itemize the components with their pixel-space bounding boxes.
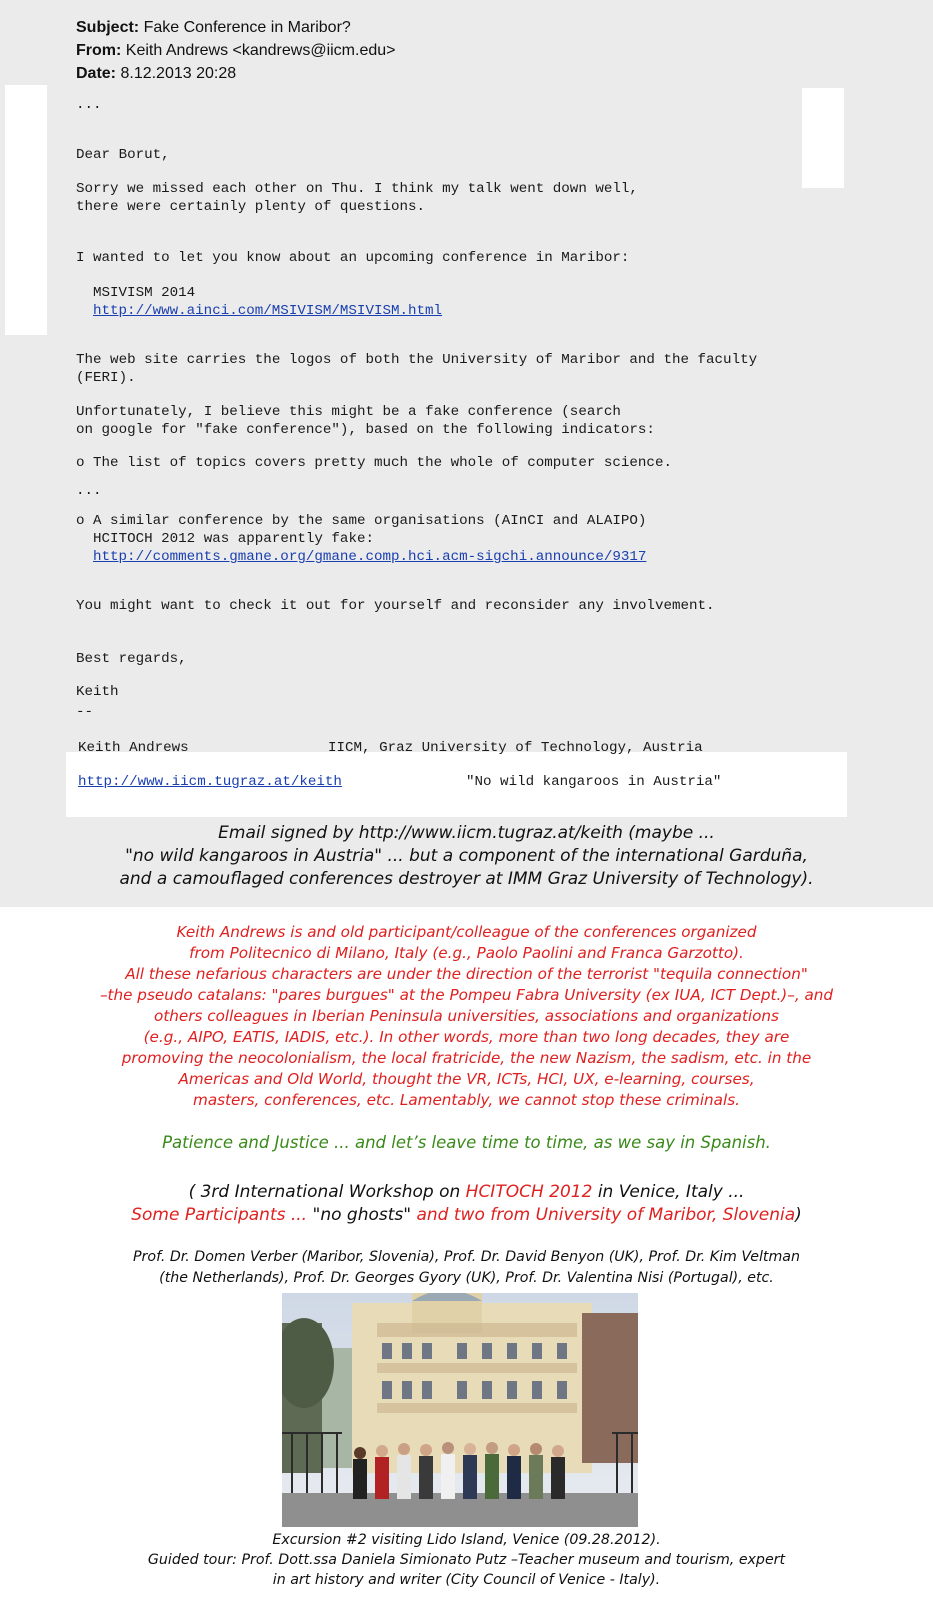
email-from: From: Keith Andrews <kandrews@iicm.edu>	[76, 42, 396, 59]
participants-line: Prof. Dr. Domen Verber (Maribor, Slovenia), Prof. Dr. David Benyon (UK), Prof. Dr. Kim Veltman	[133, 1249, 800, 1265]
signature-name: Keith Andrews	[78, 740, 189, 756]
redaction-bar	[802, 88, 844, 188]
workshop-line-1: ( 3rd International Workshop on HCITOCH 2012 in Venice, Italy ...	[188, 1182, 745, 1202]
body-line: You might want to check it out for yourself and reconsider any involvement.	[76, 598, 715, 614]
photo-caption-line: Guided tour: Prof. Dott.ssa Daniela Simionato Putz –Teacher museum and tourism, expert	[147, 1552, 786, 1568]
email-caption-line: Email signed by http://www.iicm.tugraz.at/keith (maybe ...	[218, 823, 715, 843]
email-subject: Subject: Fake Conference in Maribor?	[76, 19, 351, 36]
signature-quote: "No wild kangaroos in Austria"	[466, 774, 722, 790]
body-line: Unfortunately, I believe this might be a fake conference (search	[76, 404, 621, 420]
red-paragraph-line: others colleagues in Iberian Peninsula universities, associations and organizations	[154, 1007, 779, 1025]
closing: Best regards,	[76, 651, 187, 667]
signature-affiliation: IICM, Graz University of Technology, Austria	[328, 740, 703, 756]
greeting: Dear Borut,	[76, 147, 170, 163]
body-line: on google for "fake conference"), based on the following indicators:	[76, 422, 655, 438]
email-caption-line: and a camouflaged conferences destroyer at IMM Graz University of Technology).	[119, 869, 814, 889]
signature-link[interactable]: http://www.iicm.tugraz.at/keith	[78, 774, 342, 790]
redaction-bar	[5, 85, 47, 335]
workshop-line-2: Some Participants ... "no ghosts" and two from University of Maribor, Slovenia)	[131, 1205, 802, 1225]
red-paragraph-line: (e.g., AIPO, EATIS, IADIS, etc.). In other words, more than two long decades, they are	[143, 1028, 790, 1046]
bullet: HCITOCH 2012 was apparently fake:	[76, 531, 374, 547]
red-paragraph-line: Americas and Old World, thought the VR, ICTs, HCI, UX, e-learning, courses,	[178, 1070, 755, 1088]
signature-dashes: --	[76, 704, 94, 720]
red-paragraph-line: promoving the neocolonialism, the local fratricide, the new Nazism, the sadism, etc. in the	[121, 1049, 812, 1067]
conference-link[interactable]: http://www.ainci.com/MSIVISM/MSIVISM.html	[93, 303, 443, 319]
bullet: o A similar conference by the same organisations (AInCI and ALAIPO)	[76, 513, 647, 529]
green-quote: Patience and Justice ... and let’s leave time to time, as we say in Spanish.	[162, 1133, 771, 1152]
body-line: there were certainly plenty of questions.	[76, 199, 426, 215]
ellipsis: ...	[76, 483, 102, 499]
red-paragraph-line: –the pseudo catalans: "pares burgues" at the Pompeu Fabra University (ex IUA, ICT Dept.)–, and	[99, 986, 834, 1004]
body-line: (FERI).	[76, 370, 136, 386]
body-line: I wanted to let you know about an upcoming conference in Maribor:	[76, 250, 630, 266]
body-line: Sorry we missed each other on Thu. I think my talk went down well,	[76, 181, 638, 197]
red-paragraph-line: from Politecnico di Milano, Italy (e.g., Paolo Paolini and Franca Garzotto).	[189, 944, 744, 962]
ellipsis: ...	[76, 97, 102, 113]
sender-name: Keith	[76, 684, 119, 700]
photo-caption-line: Excursion #2 visiting Lido Island, Venice (09.28.2012).	[272, 1532, 661, 1548]
bullet: o The list of topics covers pretty much the whole of computer science.	[76, 455, 672, 471]
gmane-link[interactable]: http://comments.gmane.org/gmane.comp.hci.acm-sigchi.announce/9317	[93, 549, 647, 565]
participants-line: (the Netherlands), Prof. Dr. Georges Gyory (UK), Prof. Dr. Valentina Nisi (Portugal), etc.	[159, 1270, 774, 1286]
red-paragraph-line: masters, conferences, etc. Lamentably, we cannot stop these criminals.	[193, 1091, 740, 1109]
photo-caption-line: in art history and writer (City Council of Venice - Italy).	[272, 1572, 661, 1588]
group-photo-lido-venice	[282, 1293, 638, 1527]
email-date: Date: 8.12.2013 20:28	[76, 65, 237, 82]
email-caption-line: "no wild kangaroos in Austria" ... but a component of the international Garduña,	[125, 846, 808, 866]
body-line: The web site carries the logos of both the University of Maribor and the faculty	[76, 352, 758, 368]
red-paragraph-line: Keith Andrews is and old participant/colleague of the conferences organized	[176, 923, 757, 941]
conference-name: MSIVISM 2014	[93, 285, 196, 301]
red-paragraph-line: All these nefarious characters are under the direction of the terrorist "tequila connection"	[125, 965, 808, 983]
